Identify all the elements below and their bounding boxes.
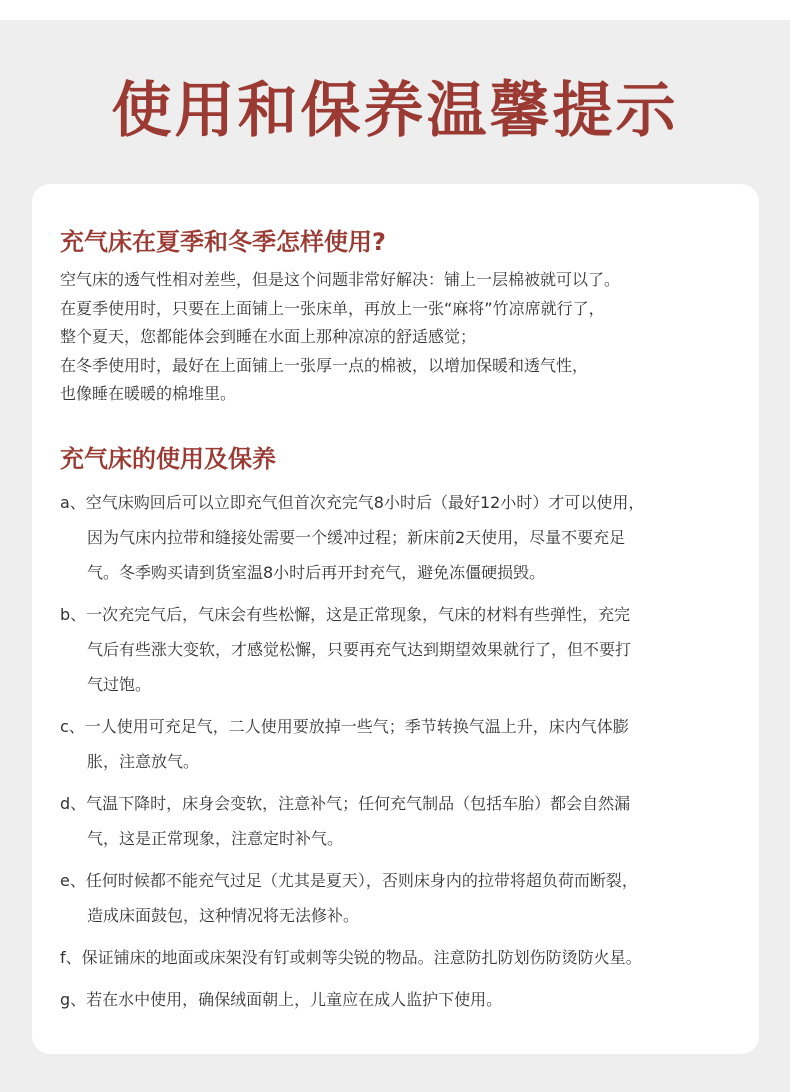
item-line: a、空气床购回后可以立即充气但首次充完气8小时后（最好12小时）才可以使用， [60, 492, 645, 512]
care-item-b [60, 597, 750, 702]
item-line: 气过饱。 [87, 674, 152, 694]
paragraph-line: 在夏季使用时，只要在上面铺上一张床单，再放上一张“麻将”竹凉席就行了， [60, 298, 605, 318]
item-line: 造成床面鼓包，这种情况将无法修补。 [87, 905, 360, 925]
care-item-e [60, 863, 750, 933]
paragraph-line: 空气床的透气性相对差些，但是这个问题非常好解决：铺上一层棉被就可以了。 [60, 270, 621, 289]
section-heading-seasonal-use: 充气床在夏季和冬季怎样使用? [60, 228, 386, 256]
care-item-d [60, 786, 750, 856]
seasonal-use-text [60, 266, 750, 409]
item-line: c、一人使用可充足气，二人使用要放掉一些气；季节转换气温上升，床内气体膨 [60, 716, 629, 736]
item-line: 气。冬季购买请到货室温8小时后再开封充气，避免冻僵硬损毁。 [87, 562, 546, 582]
item-line: 气后有些涨大变软，才感觉松懈，只要再充气达到期望效果就行了，但不要打 [87, 639, 632, 659]
paragraph-line: 也像睡在暖暖的棉堆里。 [60, 384, 237, 403]
item-line: e、任何时候都不能充气过足（尤其是夏天），否则床身内的拉带将超负荷而断裂， [60, 870, 638, 890]
care-item-c [60, 709, 750, 779]
care-list [60, 485, 750, 1017]
page-title: 使用和保养温馨提示 [111, 76, 679, 146]
item-line: g、若在水中使用，确保绒面朝上，儿童应在成人监护下使用。 [60, 989, 503, 1009]
top-strip [0, 0, 790, 20]
item-line: d、气温下降时，床身会变软，注意补气；任何充气制品（包括车胎）都会自然漏 [60, 793, 631, 813]
item-line: 气，这是正常现象，注意定时补气。 [87, 828, 344, 848]
section-heading-use-and-care: 充气床的使用及保养 [60, 444, 276, 473]
item-line: 因为气床内拉带和缝接处需要一个缓冲过程；新床前2天使用，尽量不要充足 [87, 527, 626, 547]
tips-content [60, 224, 750, 1024]
care-item-a [60, 485, 750, 590]
paragraph-line: 整个夏天，您都能体会到睡在水面上那种凉凉的舒适感觉； [60, 327, 477, 346]
item-line: f、保证铺床的地面或床架没有钉或刺等尖锐的物品。注意防扎防划伤防烫防火星。 [60, 947, 642, 967]
tips-card [32, 184, 759, 1054]
item-line: b、一次充完气后，气床会有些松懈，这是正常现象，气床的材料有些弹性，充完 [60, 604, 631, 624]
care-item-g [60, 982, 750, 1017]
care-item-f [60, 940, 750, 975]
item-line: 胀，注意放气。 [87, 751, 200, 771]
paragraph-line: 在冬季使用时，最好在上面铺上一张厚一点的棉被，以增加保暖和透气性， [60, 355, 589, 375]
